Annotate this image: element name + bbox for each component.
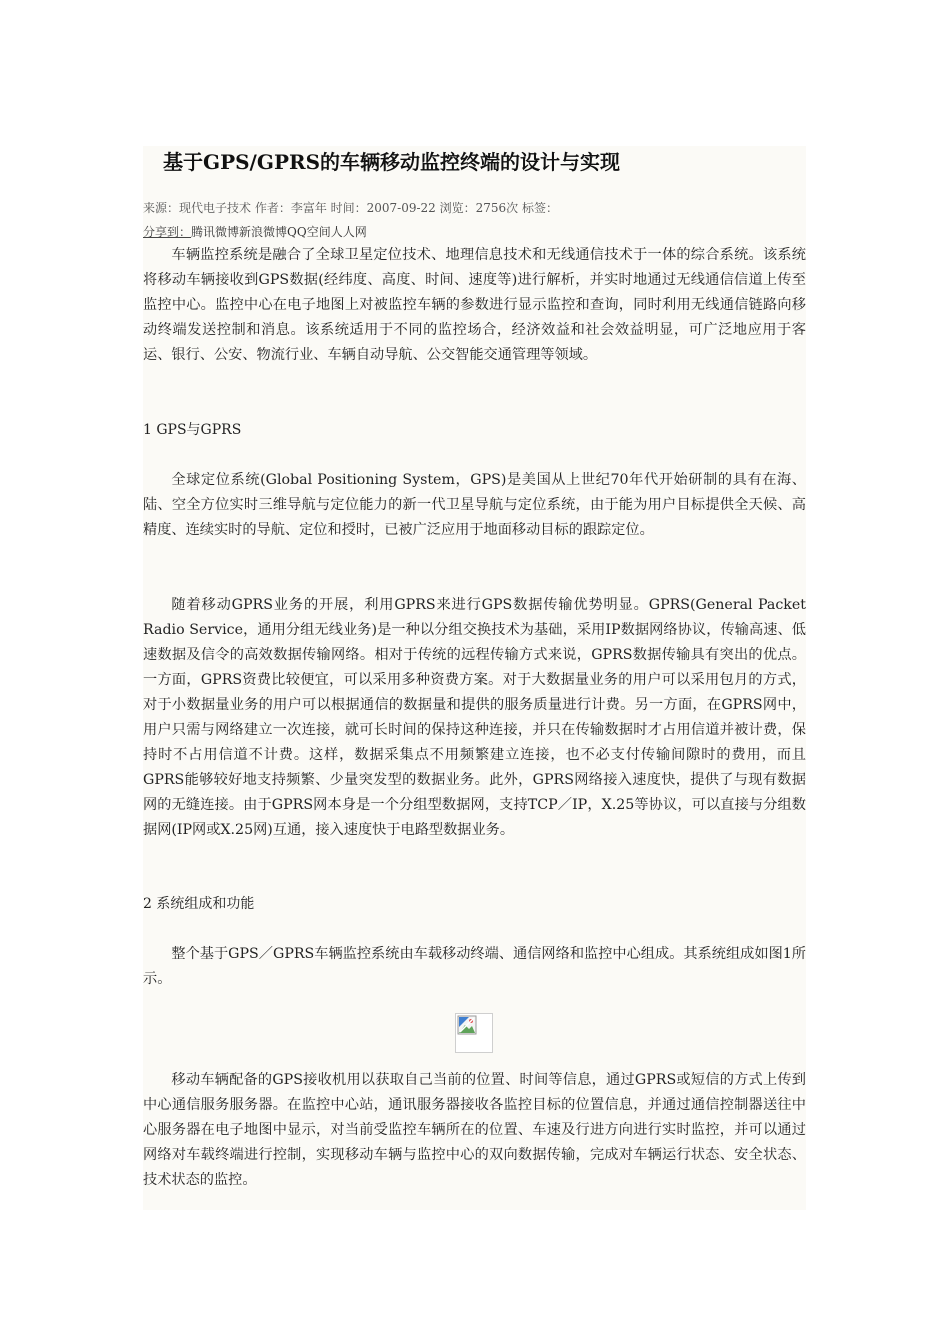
article-title: 基于GPS/GPRS的车辆移动监控终端的设计与实现	[163, 150, 621, 174]
section-heading-2: 2 系统组成和功能	[143, 896, 255, 912]
article	[143, 146, 806, 1210]
paragraph-gprs: 随着移动GPRS业务的开展，利用GPRS来进行GPS数据传输优势明显。GPRS(General Packet Radio Service，通用分组无线业务)是一种以分组交换技术为基础，采用IP数据网络协议，传输高速、低速数据及信令的高效数据传输网络。相对于传统的远程传输方式来说，GPRS数据传输具有突出的优点。一方面，GPRS资费比较便宜，可以采用多种资费方案。对于大数据量业务的用户可以采用包月的方式，对于小数据量业务的用户可以根据通信的数据量和提供的服务质量进行计费。另一方面，在GPRS网中，用户只需与网络建立一次连接，就可长时间的保持这种连接，并只在传输数据时才占用信道并被计费，保持时不占用信道不计费。这样，数据采集点不用频繁建立连接，也不必支付传输间隙时的费用，而且GPRS能够较好地支持频繁、少量突发型的数据业务。此外，GPRS网络接入速度快，提供了与现有数据网的无缝连接。由于GPRS网本身是一个分组型数据网，支持TCP／IP，X.25等协议，可以直接与分组数据网(IP网或X.25网)互通，接入速度快于电路型数据业务。	[143, 597, 806, 838]
paragraph-workflow: 移动车辆配备的GPS接收机用以获取自己当前的位置、时间等信息，通过GPRS或短信的方式上传到中心通信服务服务器。在监控中心站，通讯服务器接收各监控目标的位置信息，并通过通信控制器送往中心服务器在电子地图中显示，对当前受监控车辆所在的位置、车速及行进方向进行实时监控，并可以通过网络对车载终端进行控制，实现移动车辆与监控中心的双向数据传输，完成对车辆运行状态、安全状态、技术状态的监控。	[143, 1072, 806, 1188]
share-renren-link[interactable]: 人人网	[330, 225, 367, 239]
paragraph-gps: 全球定位系统(Global Positioning System，GPS)是美国从上世纪70年代开始研制的具有在海、陆、空全方位实时三维导航与定位能力的新一代卫星导航与定位系统，由于能为用户目标提供全天候、高精度、连续实时的导航、定位和授时，已被广泛应用于地面移动目标的跟踪定位。	[143, 472, 806, 538]
share-tencent-weibo-link[interactable]: 腾讯微博	[191, 225, 240, 239]
paragraph-intro: 车辆监控系统是融合了全球卫星定位技术、地理信息技术和无线通信技术于一体的综合系统。该系统将移动车辆接收到GPS数据(经纬度、高度、时间、速度等)进行解析，并实时地通过无线通信信道上传至监控中心。监控中心在电子地图上对被监控车辆的参数进行显示监控和查询，同时利用无线通信链路向移动终端发送控制和消息。该系统适用于不同的监控场合，经济效益和社会效益明显，可广泛地应用于客运、银行、公安、物流行业、车辆自动导航、公交智能交通管理等领域。	[143, 247, 806, 363]
share-label: 分享到：	[143, 225, 192, 239]
figure-1-image	[455, 1013, 493, 1053]
share-bar	[143, 223, 367, 241]
article-meta: 来源：现代电子技术 作者：李富年 时间：2007-09-22 浏览：2756次 标签：	[143, 201, 558, 215]
broken-image-icon	[457, 1015, 477, 1035]
share-qq-zone-link[interactable]: QQ空间	[287, 225, 331, 239]
section-heading-1: 1 GPS与GPRS	[143, 422, 242, 438]
paragraph-system: 整个基于GPS／GPRS车辆监控系统由车载移动终端、通信网络和监控中心组成。其系统组成如图1所示。	[143, 946, 806, 987]
share-sina-weibo-link[interactable]: 新浪微博	[239, 225, 288, 239]
